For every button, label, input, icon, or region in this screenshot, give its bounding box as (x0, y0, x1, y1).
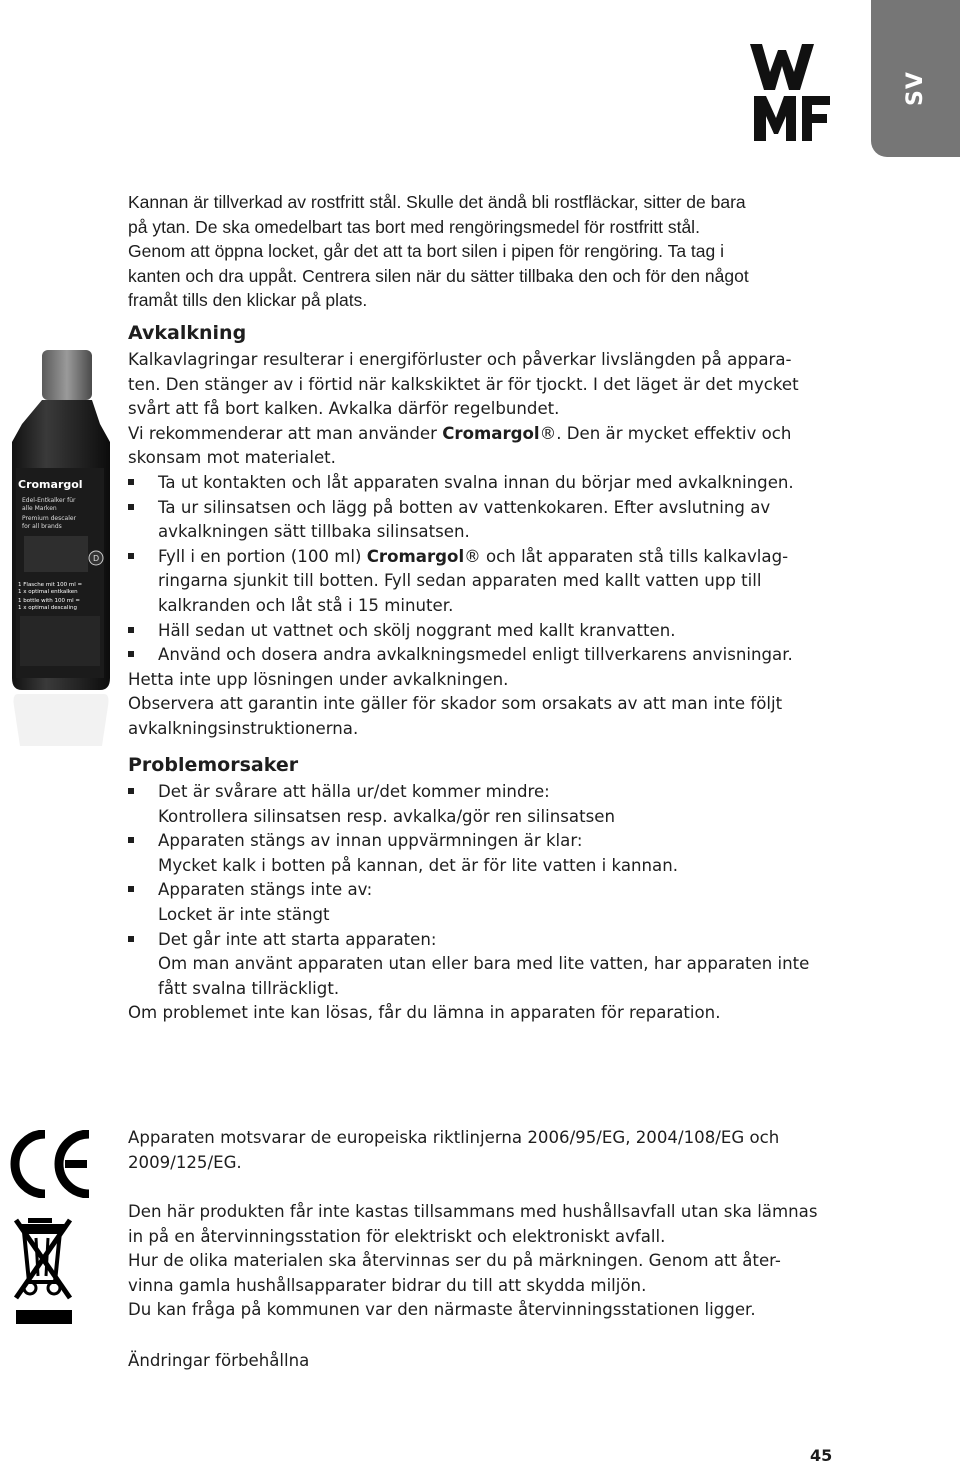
page-number: 45 (810, 1446, 833, 1465)
brand-name: Cromargol (442, 423, 540, 443)
bottle-label-line: Premium descaler (22, 515, 77, 522)
care-instructions (128, 190, 842, 313)
care-line: på ytan. De ska omedelbart tas bort med rengöringsmedel för rostfritt stål. (128, 216, 700, 237)
registered-mark: ® (464, 546, 481, 566)
problem-text: Apparaten stängs av innan uppvärmningen är klar: (158, 831, 583, 851)
bottle-label-line: alle Marken (22, 505, 57, 512)
directives-text: 2009/125/EG. (128, 1152, 242, 1172)
language-tab (871, 0, 960, 157)
step-text: avkalkningen sätt tillbaka silinsatsen. (158, 522, 470, 542)
problem-item (128, 780, 842, 829)
closing-text: Om problemet inte kan lösas, får du lämna in apparaten för reparation. (128, 1003, 721, 1023)
disposal-line: Hur de olika materialen ska återvinnas ser du på märkningen. Genom att åter- (128, 1251, 781, 1271)
bottle-dose-line: 1 x optimal entkalken (18, 589, 78, 595)
disposal-line: Den här produkten får inte kastas tillsammans med hushållsavfall utan ska lämnas (128, 1202, 818, 1221)
descaling-step (128, 496, 842, 545)
wmf-logo (750, 44, 832, 142)
problem-item (128, 928, 842, 1002)
changes-section (128, 1349, 842, 1374)
bottle-dose-line: 1 bottle with 100 ml = (18, 598, 80, 604)
problem-item (128, 829, 842, 878)
problem-text: Apparaten stängs inte av: (158, 880, 373, 900)
troubleshooting-list (128, 780, 842, 1001)
recommendation (128, 422, 842, 447)
descaling-heading: Avkalkning (128, 322, 247, 344)
disposal-line: Du kan fråga på kommunen var den närmaste återvinningsstationen ligger. (128, 1300, 756, 1320)
descaling-intro-line: ten. Den stänger av i förtid när kalkskiktet är för tjockt. I det läget är det mycket (128, 374, 799, 394)
troubleshooting-heading: Problemorsaker (128, 754, 299, 776)
step-text: och låt apparaten stå tills kalkavlag- (480, 546, 789, 566)
descaling-step: Häll sedan ut vattnet och skölj noggrant med kallt kranvatten. (128, 619, 842, 644)
warning-text: Hetta inte upp lösningen under avkalkningen. (128, 669, 509, 689)
changes-notice: Ändringar förbehållna (128, 1351, 310, 1370)
problem-item (128, 878, 842, 927)
disposal-line: vinna gamla hushållsapparater bidrar du till att skydda miljön. (128, 1275, 647, 1295)
step-text: kalkranden och låt stå i 15 minuter. (158, 595, 454, 615)
cromargol-bottle-image (4, 350, 118, 752)
recommend-text: . Den är mycket effektiv och (556, 423, 792, 443)
descaling-intro-line: Kalkavlagringar resulterar i energiförluster och påverkar livslängden på appara- (128, 350, 792, 369)
solution-text: Om man använt apparaten utan eller bara med lite vatten, har apparaten inte (158, 954, 810, 974)
bottle-brand: Cromargol (18, 478, 83, 491)
care-line: framåt tills den klickar på plats. (128, 290, 368, 311)
descaling-intro-line: svårt att få bort kalken. Avkalka därför regelbundet. (128, 399, 560, 419)
step-text: ringarna sjunkit till botten. Fyll sedan apparaten med kallt vatten upp till (158, 571, 762, 591)
weee-crossed-bin-icon (14, 1212, 74, 1324)
compliance-section (128, 1126, 842, 1175)
solution-text: Kontrollera silinsatsen resp. avkalka/gör ren silinsatsen (158, 806, 615, 826)
bottle-dose-line: 1 Flasche mit 100 ml = (18, 582, 83, 588)
care-line: kanten och dra uppåt. Centrera silen när du sätter tillbaka den och för den något (128, 265, 749, 286)
disposal-section (128, 1200, 842, 1323)
warranty-text: Observera att garantin inte gäller för skador som orsakats av att man inte följt (128, 694, 783, 714)
bottle-label-line: for all brands (22, 523, 62, 530)
bottle-dose-line: 1 x optimal descaling (18, 605, 77, 611)
recommendation-line2: skonsam mot materialet. (128, 448, 336, 468)
descaling-section (128, 318, 842, 742)
care-line: Kannan är tillverkad av rostfritt stål. Skulle det ändå bli rostfläckar, sitter de bara (128, 192, 746, 212)
bottle-badge: D (93, 554, 100, 563)
solution-text: Locket är inte stängt (158, 904, 330, 924)
ce-mark-icon (7, 1130, 93, 1198)
troubleshooting-section (128, 750, 842, 1026)
disposal-line: in på en återvinningsstation för elektriskt och elektroniskt avfall. (128, 1226, 666, 1246)
descaling-steps (128, 471, 842, 668)
descaling-step (128, 545, 842, 619)
step-text: Ta ur silinsatsen och lägg på botten av vattenkokaren. Efter avslutning av (158, 497, 771, 517)
solution-text: fått svalna tillräckligt. (158, 978, 340, 998)
descaling-step: Använd och dosera andra avkalkningsmedel enligt tillverkarens anvisningar. (128, 643, 842, 668)
bottle-label-line: Edel-Entkalker für (22, 497, 76, 504)
registered-mark: ® (539, 423, 557, 443)
problem-text: Det är svårare att hälla ur/det kommer mindre: (158, 782, 550, 801)
warranty-text: avkalkningsinstruktionerna. (128, 718, 359, 738)
directives-text: Apparaten motsvarar de europeiska riktlinjerna 2006/95/EG, 2004/108/EG och (128, 1128, 780, 1147)
problem-text: Det går inte att starta apparaten: (158, 929, 437, 949)
step-text: Fyll i en portion (100 ml) (158, 546, 367, 566)
brand-name: Cromargol (366, 546, 465, 566)
recommend-text: Vi rekommenderar att man använder (128, 423, 443, 443)
solution-text: Mycket kalk i botten på kannan, det är för lite vatten i kannan. (158, 855, 679, 875)
descaling-step: Ta ut kontakten och låt apparaten svalna innan du börjar med avkalkningen. (128, 471, 842, 496)
language-label: SV (903, 71, 928, 106)
care-line: Genom att öppna locket, går det att ta bort silen i pipen för rengöring. Ta tag i (128, 241, 725, 262)
